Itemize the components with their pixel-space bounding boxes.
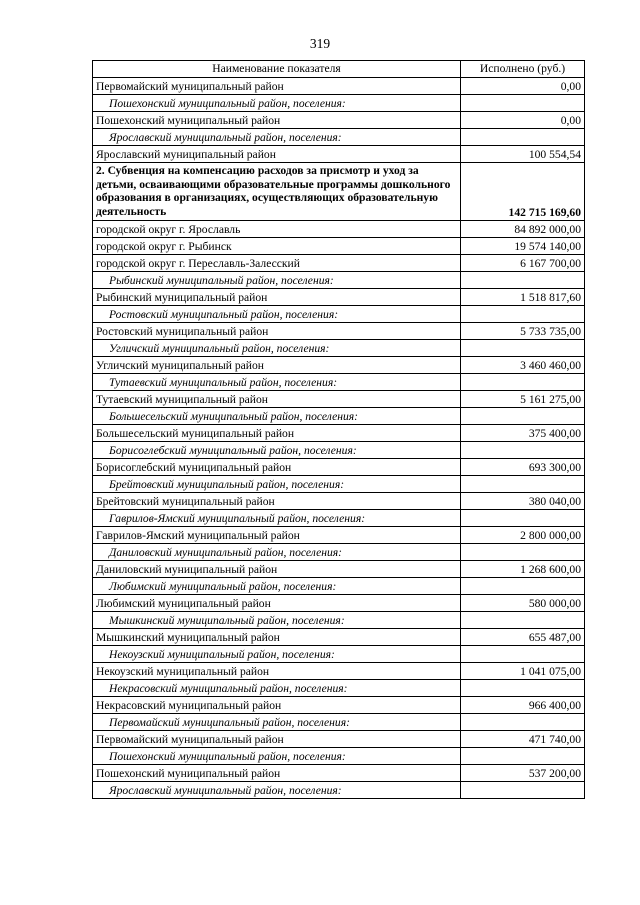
table-row [93, 629, 585, 646]
report-table [92, 60, 585, 799]
table-subheading-row [93, 95, 585, 112]
table-body [93, 78, 585, 799]
row-name-cell: Мышкинский муниципальный район, поселения: [93, 612, 461, 629]
table-row [93, 459, 585, 476]
column-header-name: Наименование показателя [93, 61, 461, 78]
row-name-cell: Некрасовский муниципальный район, поселения: [93, 680, 461, 697]
row-value-cell [461, 408, 585, 425]
table-row [93, 595, 585, 612]
row-name-cell: городской округ г. Переславль-Залесский [93, 255, 461, 272]
row-name-cell: Ярославский муниципальный район [93, 146, 461, 163]
row-value-cell [461, 510, 585, 527]
row-value-cell [461, 272, 585, 289]
table-subheading-row [93, 714, 585, 731]
row-value-cell: 580 000,00 [461, 595, 585, 612]
table-row [93, 493, 585, 510]
row-value-cell: 655 487,00 [461, 629, 585, 646]
row-name-cell: Брейтовский муниципальный район [93, 493, 461, 510]
table-section-row [93, 163, 585, 221]
table-subheading-row [93, 408, 585, 425]
table-subheading-row [93, 129, 585, 146]
row-name-cell: Некоузский муниципальный район, поселения: [93, 646, 461, 663]
row-value-cell: 375 400,00 [461, 425, 585, 442]
row-value-cell: 471 740,00 [461, 731, 585, 748]
row-value-cell [461, 340, 585, 357]
row-value-cell: 5 733 735,00 [461, 323, 585, 340]
table-subheading-row [93, 374, 585, 391]
table-subheading-row [93, 272, 585, 289]
table-row [93, 255, 585, 272]
row-name-cell: Пошехонский муниципальный район, поселения: [93, 748, 461, 765]
row-name-cell: Ростовский муниципальный район, поселения: [93, 306, 461, 323]
row-value-cell: 5 161 275,00 [461, 391, 585, 408]
row-value-cell: 1 268 600,00 [461, 561, 585, 578]
table-subheading-row [93, 680, 585, 697]
row-name-cell: Ростовский муниципальный район [93, 323, 461, 340]
row-name-cell: Пошехонский муниципальный район, поселения: [93, 95, 461, 112]
row-name-cell: Угличский муниципальный район [93, 357, 461, 374]
row-value-cell: 380 040,00 [461, 493, 585, 510]
table-subheading-row [93, 612, 585, 629]
table-subheading-row [93, 544, 585, 561]
row-name-cell: Даниловский муниципальный район, поселения: [93, 544, 461, 561]
row-name-cell: Гаврилов-Ямский муниципальный район [93, 527, 461, 544]
row-name-cell: Первомайский муниципальный район, поселения: [93, 714, 461, 731]
row-name-cell: Рыбинский муниципальный район [93, 289, 461, 306]
row-name-cell: Пошехонский муниципальный район [93, 765, 461, 782]
row-name-cell: Тутаевский муниципальный район, поселения: [93, 374, 461, 391]
row-name-cell: Даниловский муниципальный район [93, 561, 461, 578]
table-row [93, 112, 585, 129]
row-value-cell [461, 95, 585, 112]
row-name-cell: Некрасовский муниципальный район [93, 697, 461, 714]
row-value-cell: 19 574 140,00 [461, 238, 585, 255]
row-name-cell: Тутаевский муниципальный район [93, 391, 461, 408]
table-row [93, 527, 585, 544]
row-name-cell: Любимский муниципальный район [93, 595, 461, 612]
row-value-cell: 2 800 000,00 [461, 527, 585, 544]
row-name-cell: Мышкинский муниципальный район [93, 629, 461, 646]
table-subheading-row [93, 782, 585, 799]
row-value-cell [461, 782, 585, 799]
table-row [93, 391, 585, 408]
row-name-cell: 2. Субвенция на компенсацию расходов за присмотр и уход за детьми, осваивающими образовательные программы дошкольного образования в организациях, осуществляющих образовательную деятельность [93, 163, 461, 221]
row-value-cell: 1 041 075,00 [461, 663, 585, 680]
row-name-cell: городской округ г. Ярославль [93, 221, 461, 238]
row-value-cell: 142 715 169,60 [461, 163, 585, 221]
table-row [93, 289, 585, 306]
table-row [93, 663, 585, 680]
row-name-cell: Большесельский муниципальный район [93, 425, 461, 442]
row-name-cell: Любимский муниципальный район, поселения: [93, 578, 461, 595]
table-subheading-row [93, 646, 585, 663]
table-row [93, 238, 585, 255]
row-value-cell: 6 167 700,00 [461, 255, 585, 272]
table-row [93, 765, 585, 782]
row-value-cell [461, 680, 585, 697]
table-subheading-row [93, 442, 585, 459]
row-value-cell [461, 374, 585, 391]
table-header-row [93, 61, 585, 78]
row-value-cell [461, 544, 585, 561]
row-value-cell: 0,00 [461, 78, 585, 95]
row-value-cell [461, 714, 585, 731]
row-name-cell: Рыбинский муниципальный район, поселения: [93, 272, 461, 289]
table-row [93, 146, 585, 163]
row-value-cell [461, 578, 585, 595]
row-value-cell: 693 300,00 [461, 459, 585, 476]
row-value-cell: 966 400,00 [461, 697, 585, 714]
row-value-cell [461, 748, 585, 765]
row-value-cell [461, 442, 585, 459]
table-subheading-row [93, 578, 585, 595]
table-row [93, 425, 585, 442]
table-row [93, 731, 585, 748]
row-value-cell: 3 460 460,00 [461, 357, 585, 374]
table-row [93, 561, 585, 578]
row-name-cell: Борисоглебский муниципальный район [93, 459, 461, 476]
table-row [93, 221, 585, 238]
row-value-cell: 1 518 817,60 [461, 289, 585, 306]
row-value-cell: 84 892 000,00 [461, 221, 585, 238]
table-row [93, 357, 585, 374]
row-value-cell: 537 200,00 [461, 765, 585, 782]
row-value-cell [461, 612, 585, 629]
row-name-cell: Ярославский муниципальный район, поселения: [93, 129, 461, 146]
row-name-cell: Борисоглебский муниципальный район, поселения: [93, 442, 461, 459]
table-subheading-row [93, 476, 585, 493]
row-name-cell: Некоузский муниципальный район [93, 663, 461, 680]
table-subheading-row [93, 748, 585, 765]
row-name-cell: городской округ г. Рыбинск [93, 238, 461, 255]
row-value-cell [461, 476, 585, 493]
row-value-cell: 100 554,54 [461, 146, 585, 163]
row-name-cell: Угличский муниципальный район, поселения: [93, 340, 461, 357]
row-name-cell: Первомайский муниципальный район [93, 731, 461, 748]
column-header-value: Исполнено (руб.) [461, 61, 585, 78]
table-row [93, 697, 585, 714]
row-value-cell [461, 129, 585, 146]
row-value-cell: 0,00 [461, 112, 585, 129]
row-name-cell: Первомайский муниципальный район [93, 78, 461, 95]
table-row [93, 78, 585, 95]
row-name-cell: Большесельский муниципальный район, поселения: [93, 408, 461, 425]
table-subheading-row [93, 340, 585, 357]
row-name-cell: Брейтовский муниципальный район, поселения: [93, 476, 461, 493]
page-number: 319 [309, 36, 331, 51]
table-row [93, 323, 585, 340]
table-subheading-row [93, 306, 585, 323]
row-name-cell: Ярославский муниципальный район, поселения: [93, 782, 461, 799]
table-subheading-row [93, 510, 585, 527]
row-value-cell [461, 306, 585, 323]
row-value-cell [461, 646, 585, 663]
row-name-cell: Гаврилов-Ямский муниципальный район, поселения: [93, 510, 461, 527]
row-name-cell: Пошехонский муниципальный район [93, 112, 461, 129]
